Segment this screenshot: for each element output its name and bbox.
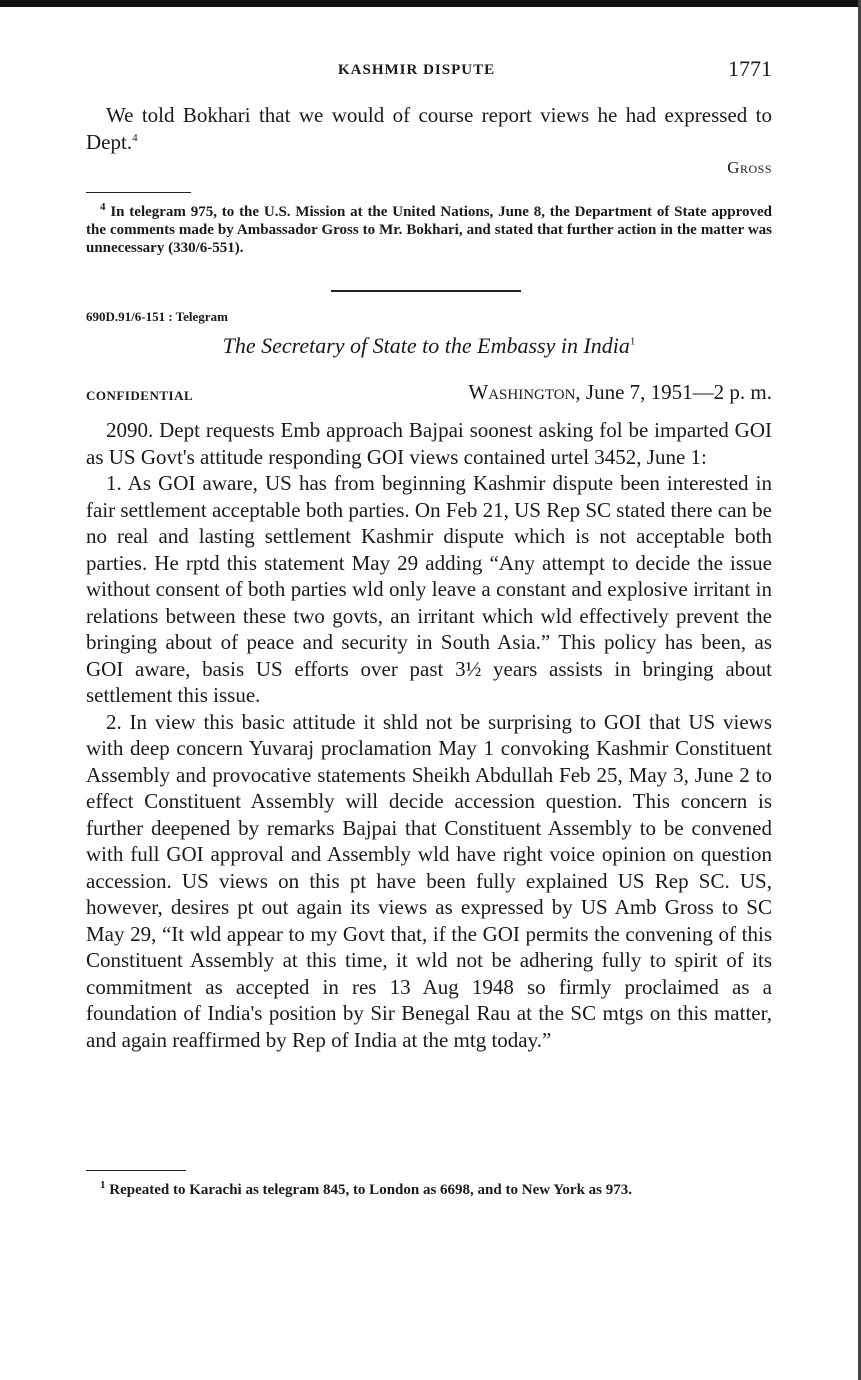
signature: Gross xyxy=(727,158,772,177)
footnote-separator xyxy=(86,192,191,193)
document-title-text: The Secretary of State to the Embassy in India xyxy=(222,333,630,358)
telegram-paragraph: 1. As GOI aware, US has from beginning Kashmir dispute been interested in fair settlement acceptable both parties. On Feb 21, US Rep SC stated there can be no real and lasting settlement Kashmir dispute which is not acceptable both parties. He rptd this statement May 29 adding “Any attempt to decide the issue without consent of both parties wld only leave a constant and explosive irritant in relations between these two govts, an irritant which wld effectively prevent the bringing about of peace and security in South Asia.” This policy has been, as GOI aware, basis US efforts over past 3½ years assists in bringing about settlement this issue. xyxy=(86,471,772,707)
classification-label: CONFIDENTIAL xyxy=(86,388,194,403)
running-head-title: KASHMIR DISPUTE xyxy=(338,62,496,78)
footnote-separator-bottom xyxy=(86,1170,186,1171)
telegram-paragraph: 2090. Dept requests Emb approach Bajpai soonest asking fol be imparted GOI as US Govt's attitude responding GOI views contained urtel 3452, June 1: xyxy=(86,418,772,469)
title-footnote-ref: 1 xyxy=(629,335,636,348)
footnote-text: Repeated to Karachi as telegram 845, to London as 6698, and to New York as 973. xyxy=(109,1182,633,1198)
dateline-date: , June 7, 1951—2 p. m. xyxy=(575,380,772,404)
telegram-paragraph: 2. In view this basic attitude it shld not be surprising to GOI that US views with deep concern Yuvaraj proclamation May 1 convoking Kashmir Constituent Assembly and provocative statements Sheikh Abdullah Feb 25, May 3, June 2 to effect Constituent Assembly will decide accession question. This concern is further deepened by remarks Bajpai that Constituent Assembly to be convened with full GOI approval and Assembly wld have right voice opinion on question accession. US views on this pt have been fully explained US Rep SC. US, however, desires pt out again its views as expressed by US Amb Gross to SC May 29, “It wld appear to my Govt that, if the GOI permits the convening of this Constituent Assembly at this time, it wld not be adhering fully to spirit of its commitment as accepted in res 13 Aug 1948 so firmly proclaimed as a foundation of India's position by Sir Benegal Rau at the SC mtgs on this matter, and again reaffirmed by Rep of India at the mtg today.” xyxy=(86,709,772,1052)
footnote-4 xyxy=(86,203,772,257)
file-reference: 690D.91/6-151 : Telegram xyxy=(86,309,228,324)
intro-paragraph xyxy=(86,102,772,155)
intro-text: We told Bokhari that we would of course report views he had expressed to Dept. xyxy=(86,103,772,154)
footnote-marker: 4 xyxy=(100,201,106,213)
page-number: 1771 xyxy=(728,56,772,81)
footnote-1 xyxy=(86,1181,772,1199)
footnote-ref-4: 4 xyxy=(132,131,138,144)
dateline xyxy=(468,380,772,405)
running-head xyxy=(86,56,772,90)
footnote-text: In telegram 975, to the U.S. Mission at the United Nations, June 8, the Department of State approved the comments made by Ambassador Gross to Mr. Bokhari, and stated that further action in the matter was unnecessary (330/6-551). xyxy=(86,204,773,256)
page-top-edge xyxy=(0,0,861,7)
telegram-body xyxy=(86,417,772,1053)
footnote-marker: 1 xyxy=(100,1179,106,1191)
document-title xyxy=(86,333,772,359)
dateline-place: Washington xyxy=(468,380,576,404)
section-divider xyxy=(331,290,521,292)
